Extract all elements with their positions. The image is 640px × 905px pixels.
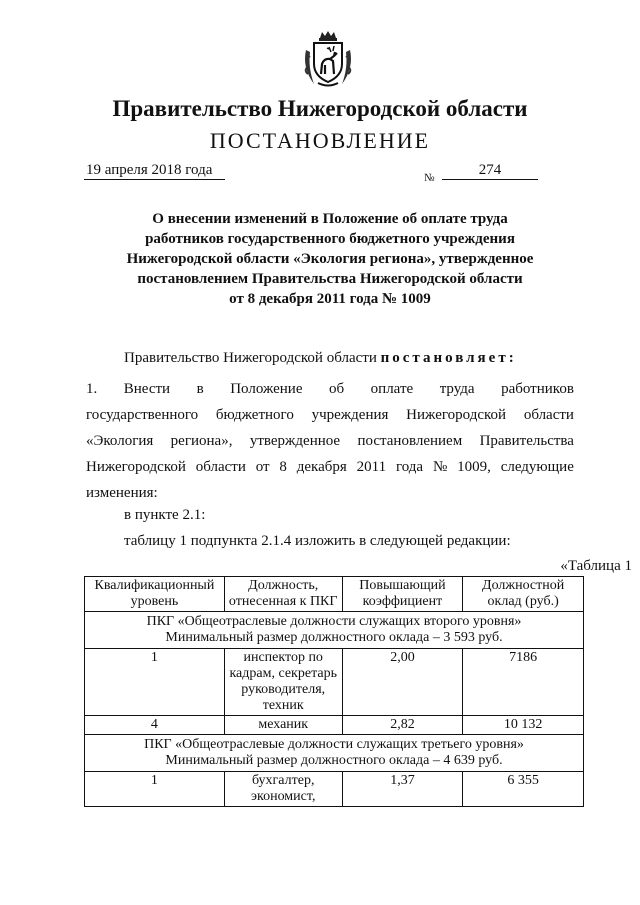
document-number: 274 bbox=[442, 162, 538, 180]
paragraph-word: труда bbox=[439, 381, 475, 397]
paragraph-line: изменения: bbox=[86, 485, 158, 501]
paragraph-word: об bbox=[329, 381, 345, 397]
coefficient-cell: 1,37 bbox=[342, 772, 463, 807]
item-1-paragraph bbox=[86, 376, 574, 506]
paragraph-word: Нижегородской bbox=[86, 459, 186, 475]
paragraph-word: работников bbox=[501, 381, 574, 397]
coat-of-arms-emblem bbox=[298, 30, 358, 90]
paragraph-word: 1009, bbox=[457, 459, 491, 475]
group-min-salary: Минимальный размер должностного оклада – 3 593 руб. bbox=[165, 630, 503, 645]
level-cell: 1 bbox=[85, 649, 225, 716]
header-cell: Должностной оклад (руб.) bbox=[463, 577, 584, 612]
table-header-row bbox=[85, 577, 584, 612]
table-caption: «Таблица 1 bbox=[560, 558, 632, 574]
subject-line: от 8 декабря 2011 года № 1009 bbox=[229, 291, 431, 307]
paragraph-word: учреждения bbox=[311, 407, 389, 423]
position-cell: бухгалтер, экономист, bbox=[224, 772, 342, 807]
document-date: 19 апреля 2018 года bbox=[84, 162, 225, 180]
paragraph-word: Внести bbox=[123, 381, 171, 397]
subject-line: постановлением Правительства Нижегородской области bbox=[137, 271, 523, 287]
coefficient-cell: 2,00 bbox=[342, 649, 463, 716]
salary-cell: 6 355 bbox=[463, 772, 584, 807]
table-row bbox=[85, 716, 584, 735]
paragraph-word: оплате bbox=[370, 381, 414, 397]
paragraph-word: 1. bbox=[86, 381, 98, 397]
header-cell: Квалификационный уровень bbox=[85, 577, 225, 612]
paragraph-word: утвержденное bbox=[249, 433, 341, 449]
paragraph-line bbox=[86, 454, 574, 480]
group-title: ПКГ «Общеотраслевые должности служащих второго уровня» bbox=[146, 614, 522, 629]
header-cell: Повышающий коэффициент bbox=[342, 577, 463, 612]
group-row bbox=[85, 612, 584, 649]
preamble-verb: постановляет: bbox=[380, 350, 517, 366]
position-cell: инспектор по кадрам, секретарь руководителя, техник bbox=[224, 649, 342, 716]
paragraph-word: области bbox=[523, 407, 574, 423]
paragraph-line bbox=[86, 402, 574, 428]
coefficient-cell: 2,82 bbox=[342, 716, 463, 735]
salary-cell: 10 132 bbox=[463, 716, 584, 735]
paragraph-word: бюджетного bbox=[215, 407, 294, 423]
paragraph-word: года bbox=[395, 459, 424, 475]
document-type-title: ПОСТАНОВЛЕНИЕ bbox=[209, 128, 431, 153]
subject-line: Нижегородской области «Экология региона», утвержденное bbox=[126, 251, 534, 267]
paragraph-word: декабря bbox=[296, 459, 347, 475]
table-row bbox=[85, 772, 584, 807]
group-cell bbox=[85, 735, 584, 772]
paragraph-word: 2011 bbox=[356, 459, 387, 475]
paragraph-word: государственного bbox=[86, 407, 199, 423]
level-cell: 1 bbox=[85, 772, 225, 807]
preamble-text: Правительство Нижегородской области bbox=[124, 350, 377, 366]
paragraph-word: 8 bbox=[279, 459, 287, 475]
subject-line: работников государственного бюджетного учреждения bbox=[145, 231, 515, 247]
position-cell: механик bbox=[224, 716, 342, 735]
salary-table bbox=[84, 576, 584, 807]
clause-reference: в пункте 2.1: bbox=[124, 507, 206, 523]
paragraph-word: Правительства bbox=[479, 433, 574, 449]
level-cell: 4 bbox=[85, 716, 225, 735]
paragraph-word: в bbox=[196, 381, 204, 397]
government-name: Правительство Нижегородской области bbox=[112, 96, 528, 121]
table-row bbox=[85, 649, 584, 716]
number-sign: № bbox=[424, 172, 435, 184]
subject-line: О внесении изменений в Положение об оплате труда bbox=[152, 211, 508, 227]
paragraph-word: следующие bbox=[500, 459, 574, 475]
preamble bbox=[124, 350, 517, 367]
paragraph-word: № bbox=[432, 459, 448, 475]
paragraph-word: постановлением bbox=[357, 433, 463, 449]
paragraph-word: Положение bbox=[230, 381, 303, 397]
group-cell bbox=[85, 612, 584, 649]
paragraph-line bbox=[86, 428, 574, 454]
paragraph-word: Нижегородской bbox=[406, 407, 507, 423]
header-cell: Должность, отнесенная к ПКГ bbox=[224, 577, 342, 612]
table-intro: таблицу 1 подпункта 2.1.4 изложить в следующей редакции: bbox=[124, 533, 511, 549]
paragraph-word: от bbox=[255, 459, 270, 475]
paragraph-word: «Экология bbox=[86, 433, 154, 449]
group-row bbox=[85, 735, 584, 772]
paragraph-line bbox=[86, 376, 574, 402]
salary-cell: 7186 bbox=[463, 649, 584, 716]
paragraph-word: области bbox=[195, 459, 246, 475]
document-subject bbox=[110, 209, 550, 309]
paragraph-word: региона», bbox=[170, 433, 233, 449]
group-min-salary: Минимальный размер должностного оклада – 4 639 руб. bbox=[165, 753, 503, 768]
group-title: ПКГ «Общеотраслевые должности служащих третьего уровня» bbox=[144, 737, 524, 752]
